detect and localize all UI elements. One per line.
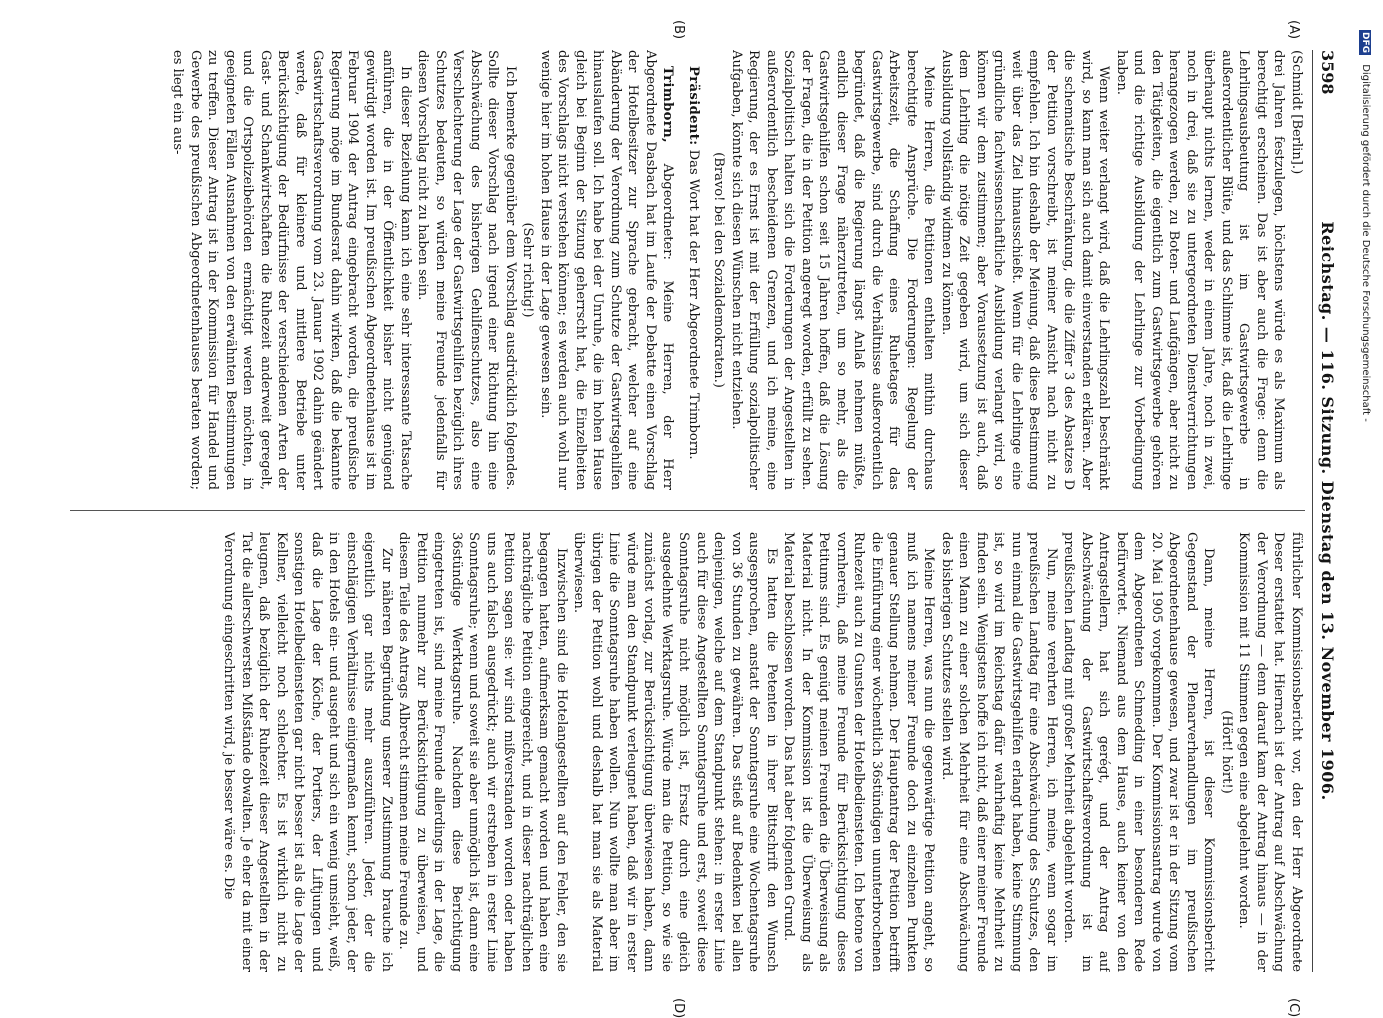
paragraph: führlicher Kommissionsbericht vor, den der Herr Abgeordnete Deser erstattet hat. Hiernach ist der Antrag auf Abschwächung der Verordnung — denn darauf kam der Antrag hinaus — in der Kommission mit 11 Stimmen gegen eine abgelehnt worden. [1236, 532, 1304, 972]
president-statement [685, 50, 703, 490]
paragraph: Ich bemerke gegenüber dem Vorschlag ausdrücklich folgendes. Sollte dieser Vorschlag nach irgend einer Richtung hin eine Abschwächung des bisherigen Gehilfenschutzes, also eine Verschlechterung der Lage der Gastwirtsgehilfen bezüglich ihres Schutzes bedeuten, so würden meine Freunde jedenfalls für diesen Vorschlag nicht zu haben sein. [415, 50, 518, 490]
speaker-label: Trimborn, [660, 66, 676, 143]
applause-note: (Bravo! bei den Sozialdemokraten.) [711, 152, 727, 388]
paragraph: Nun, meine verehrten Herren, ich meine, wenn sogar im preußischen Landtag für eine Abschwächung des Schutzes, den nun einmal die Gastwirtsgehilfen erlangt haben, keine Stimmung ist, so wird im Reichstag dafür wahrhaftig keine Mehrheit zu finden sein. Wenigstens hoffe ich nicht, daß einer meiner Freunde einen Mann zu einer solchen Mehrheit für eine Abschwächung des bisherigen Schutzes stellen wird. [939, 532, 1059, 972]
page-number: 3598 [1318, 50, 1337, 95]
paragraph: In dieser Beziehung kann ich eine sehr interessante Tatsache anführen, die in der Öffentlichkeit bisher nicht genügend gewürdigt worden ist. Im preußischen Abgeordnetenhause ist im Februar 1904 der Antrag eingebracht worden, die preußische Regierung möge im Bundesrat dahin wirken, daß die bekannte Gastwirtschaftsverordnung vom 23. Januar 1902 dahin geändert werde, daß für kleinere und mittlere Betriebe unter Berücksichtigung der Bedürfnisse der verschiedenen Arten der Gast- und Schankwirtschaften die Ruhezeit anderweit geregelt, und die Ortspolizeibehörden ermächtigt werden möchten, in geeigneten Fällen Ausnahmen von den erwähnten Bestimmungen zu treffen. Dieser Antrag ist in der Kommission für Handel und Gewerbe des preußischen Abgeordnetenhauses beraten worden; es liegt ein aus- [170, 50, 413, 490]
paragraph: Meine Herren, die Petitionen enthalten mithin durchaus berechtigte Ansprüche. Die Forderungen: Regelung der Arbeitszeit, die Schaffung eines Ruhetages für das Gastwirtsgewerbe, sind durch die Verhältnisse außerordentlich begründet, daß die Regierung längst Anlaß nehmen müßte, endlich dieser Frage näherzutreten, um so mehr, als die Gastwirtsgehilfen schon seit 15 Jahren hoffen, daß die Lösung der Fragen, die in der Petition angeregt worden, erfüllt zu sehen. Sozialpolitisch halten sich die Forderungen der Angestellten in außerordentlich bescheidenen Grenzen, und ich meine, eine Regierung, der es Ernst ist mit der Erfüllung sozialpolitischer Aufgaben, könnte sich diesen Wünschen nicht entziehen. [729, 50, 937, 490]
column-divider [70, 510, 1305, 511]
dfg-logo: DFG [1360, 32, 1370, 54]
left-column [70, 50, 1305, 490]
speaker-continued: (Schmidt [Berlin].) [1289, 50, 1304, 175]
interjection: (Hört! hört!) [1219, 710, 1234, 794]
interjection: (Sehr richtig!) [520, 222, 536, 318]
paragraph: Meine Herren, was nun die gegenwärtige Petition angeht, so muß ich namens meiner Freunde doch zu einzelnen Punkten genauer Stellung nehmen. Der Hauptantrag der Petition betrifft die Einführung einer wöchentlich 36stündigen ununterbrochenen Ruhezeit auch zu Gunsten der Hotelbediensteten. Ich betone von vornherein, daß meine Freunde für Berücksichtigung dieses Petitums sind. Es genügt meinen Freunden die Überweisung als Material nicht. In der Kommission ist die Überweisung als Material beschlossen worden. Das hat aber folgenden Grund. [781, 532, 937, 972]
page-title: Reichstag. — 116. Sitzung. Dienstag den 13. November 1906. [1318, 221, 1337, 801]
margin-mark-d: (D) [671, 998, 686, 1018]
header-rule [1312, 50, 1313, 972]
credit-text: Digitalisierung gefördert durch die Deutsche Forschungsgemeinschaft - [1360, 64, 1371, 422]
right-column [70, 532, 1305, 972]
paragraph: Es hatten die Petenten in ihrer Bittschrift den Wunsch ausgesprochen, anstatt der Sonntagsruhe eine Wochentagsruhe von 36 Stunden zu gewähren. Das stieß auf Bedenken bei allen denjenigen, welche auf dem Standpunkt stehen: in erster Linie auch für diese Angestellten Sonntagsruhe und erst, soweit diese Sonntagsruhe nicht möglich ist, Ersatz durch eine gleich ausgedehnte Werktagsruhe. Würde man die Petition, so wie sie zunächst vorlag, zur Berücksichtigung überwiesen haben, dann würde man den Standpunkt verleugnet haben, daß wir in erster Linie die Sonntagsruhe haben wollen. Nun wollte man aber im übrigen der Petition wohl und deshalb hat man sie als Material überwiesen. [571, 532, 779, 972]
speaker-text: Abgeordneter: Meine Herren, der Herr Abgeordnete Dasbach hat im Laufe der Debatte einen Vorschlag der Hotelbesitzer zur Sprache gebracht, welcher auf eine Abänderung der Verordnung zum Schutze der Gastwirtsgehilfen hinauslaufen soll. Ich habe bei der Unruhe, die im hohen Hause gleich bei Beginn der Sitzung geherrscht hat, die Einzelheiten des Vorschlags nicht verstehen können; es werden auch wohl nur wenige hier im hohen Hause in der Lage gewesen sein. [538, 50, 676, 490]
page-header [1311, 50, 1341, 972]
margin-mark-b: (B) [671, 20, 686, 40]
paragraph: drei Jahren festzulegen, höchstens würde es als Maximum als berechtigt erscheinen. Das ist aber auch die Frage: denn die Lehrlingsausbeutung ist im Gastwirtsgewerbe in außerordentlicher Blüte, und das Schlimme ist, daß die Lehrlinge überhaupt nichts lernen, weder in einem Jahre, noch in zwei, noch in drei, daß sie zu untergeordneten Dienstverrichtungen herangezogen werden, zu Boten- und Laufgängen, aber nicht zu den Tätigkeiten, die eigentlich zum Gastwirtsgewerbe gehören und die richtige Ausbildung der Lehrlinge zur Vorbedingung haben. [1114, 50, 1287, 490]
president-label: Präsident: [686, 66, 701, 146]
president-text: Das Wort hat der Herr Abgeordnete Trimborn. [686, 149, 701, 460]
paragraph: Dann, meine Herren, ist dieser Kommissionsbericht Gegenstand der Plenarverhandlungen im preußischen Abgeordnetenhause gewesen, und zwar ist er in der Sitzung vom 20. Mai 1905 vorgekommen. Der Kommissionsantrag wurde von dem Abgeordneten Schmedding in einer besonderen Rede befürwortet. Niemand aus dem Hause, auch keiner von den Antragstellern, hat sich gerégt, und der Antrag auf Abschwächung der Gastwirtschaftsverordnung ist im preußischen Landtag mit großer Mehrheit abgelehnt worden. [1061, 532, 1217, 972]
paragraph: Inzwischen sind die Hotelangestellten auf den Fehler, den sie begangen hatten, aufmerksam gemacht worden und haben eine nachträgliche Petition eingereicht, und in dieser nachträglichen Petition sagen sie: wir sind mißverstanden worden oder haben uns auch falsch ausgedrückt; auch wir erstreben in erster Linie Sonntagsruhe; wenn und soweit sie aber unmöglich ist, dann eine 36stündige Werktagsruhe. Nachdem diese Berichtigung eingetreten ist, sind meine Freunde allerdings in der Lage, die Petition nunmehr zur Berücksichtigung zu überweisen, und diesem Teile des Antrags Albrecht stimmen meine Freunde zu. [396, 532, 569, 972]
speaker-statement [537, 50, 677, 490]
margin-mark-a: (A) [1286, 20, 1301, 40]
digitization-credit [1359, 30, 1371, 422]
paragraph: Zur näheren Begründung unserer Zustimmung brauche ich eigentlich gar nichts mehr auszuführen. Jeder, der die einschlägigen Verhältnisse einigermaßen kennt, schon jeder, der in den Hotels ein- und ausgeht und sich ein wenig umsieht, weiß, daß die Lage der Köche, der Portiers, der Liftjungen und sonstigen Hotelbediensteten gar nicht besser ist als die Lage der Kellner, vielleicht noch schlechter. Es ist wirklich nicht zu leugnen, daß bezüglich der Ruhezeit dieser Angestellten in der Tat die allerschwersten Mißstände obwalten. Je eher da mit einer Verordnung eingeschritten wird, je besser wäre es. Die [221, 532, 394, 972]
margin-mark-c: (C) [1286, 998, 1301, 1018]
page-body [61, 20, 1341, 1018]
paragraph: Wenn weiter verlangt wird, daß die Lehrlingszahl beschränkt wird, so kann man sich auch damit einverstanden erklären. Aber die schematische Beschränkung, die die Ziffer 3 des Absatzes D der Petition vorschreibt, ist meiner Ansicht nach nicht zu empfehlen. Ich bin deshalb der Meinung, daß diese Bestimmung weit über das Ziel hinausschießt. Wenn für die Lehrlinge eine gründliche fachwissenschaftliche Ausbildung verlangt wird, so können wir dem zustimmen; aber Voraussetzung ist auch, daß dem Lehrling die nötige Zeit gegeben wird, um sich dieser Ausbildung vollständig widmen zu können. [939, 50, 1112, 490]
